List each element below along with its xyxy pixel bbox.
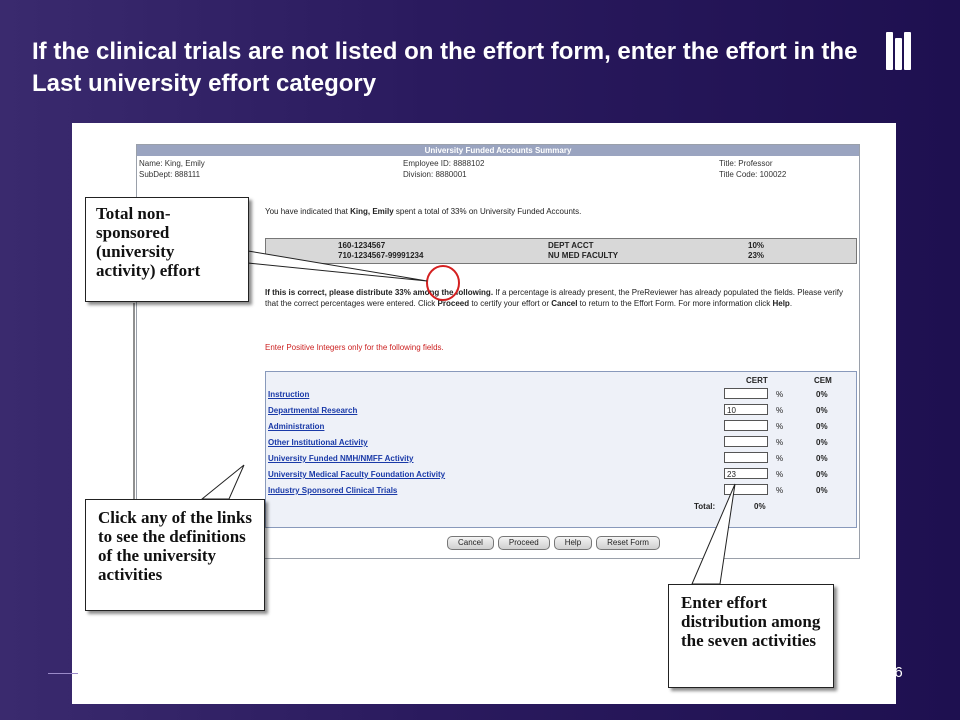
activity-link-departmental-research[interactable]: Departmental Research xyxy=(268,406,358,415)
cem-value: 0% xyxy=(816,486,828,495)
employee-id: Employee ID: 8888102 xyxy=(403,159,485,168)
slide-title: If the clinical trials are not listed on the effort form, enter the effort in the Last university effort category xyxy=(32,38,858,98)
total-value: 0% xyxy=(754,502,766,511)
activity-link-administration[interactable]: Administration xyxy=(268,422,325,431)
pct-sign: % xyxy=(776,438,784,447)
pct-sign: % xyxy=(776,454,784,463)
instructions: If this is correct, please distribute 33% among the following. If a percentage is already present, the PreReviewer has already populated the fields. Please verify that the correct percentages were entered. Click Proceed to certify your effort or Cancel to return to the Effort Form. For more information click Help. xyxy=(265,288,844,308)
page-number: 96 xyxy=(886,664,903,681)
activity-link-other-institutional[interactable]: Other Institutional Activity xyxy=(268,438,368,447)
account-number: 710-1234567-99991234 xyxy=(338,251,424,260)
division: Division: 8880001 xyxy=(403,170,467,179)
job-title: Title: Professor xyxy=(719,159,773,168)
warning-text: Enter Positive Integers only for the following fields. xyxy=(265,343,444,352)
proceed-button[interactable]: Proceed xyxy=(498,536,550,550)
reset-form-button[interactable]: Reset Form xyxy=(596,536,660,550)
summary-message: You have indicated that King, Emily spent a total of 33% on University Funded Accounts. xyxy=(265,207,582,216)
pct-sign: % xyxy=(776,470,784,479)
account-number: 160-1234567 xyxy=(338,241,386,250)
account-name: DEPT ACCT xyxy=(548,241,594,250)
activity-link-clinical-trials[interactable]: Industry Sponsored Clinical Trials xyxy=(268,486,398,495)
col-cem: CEM xyxy=(814,376,832,385)
callout-enter-distribution: Enter effort distribution among the seven activities xyxy=(668,584,834,688)
help-button[interactable]: Help xyxy=(554,536,592,550)
form-header: University Funded Accounts Summary xyxy=(137,145,859,156)
form-screenshot xyxy=(72,123,896,704)
cem-value: 0% xyxy=(816,470,828,479)
callout-activity-links: Click any of the links to see the definitions of the university activities xyxy=(85,499,265,611)
subdept: SubDept: 888111 xyxy=(139,170,201,179)
pct-sign: % xyxy=(776,486,784,495)
cem-value: 0% xyxy=(816,406,828,415)
account-pct: 10% xyxy=(748,241,765,250)
right-callout-pointer xyxy=(692,484,735,584)
activity-link-nmh-nmff[interactable]: University Funded NMH/NMFF Activity xyxy=(268,454,414,463)
footer-line xyxy=(48,673,78,674)
pct-sign: % xyxy=(776,390,784,399)
total-label: Total: xyxy=(694,502,716,511)
employee-name: Name: King, Emily xyxy=(139,159,205,168)
pct-sign: % xyxy=(776,422,784,431)
cem-value: 0% xyxy=(816,390,828,399)
highlight-circle xyxy=(427,266,459,300)
cem-value: 0% xyxy=(816,454,828,463)
title-code: Title Code: 100022 xyxy=(719,170,787,179)
callout-total-effort: Total non-sponsored (university activity) effort xyxy=(85,197,249,302)
top-callout-pointer xyxy=(248,251,427,281)
col-cert: CERT xyxy=(746,376,768,385)
account-name: NU MED FACULTY xyxy=(548,251,619,260)
pct-sign: % xyxy=(776,406,784,415)
account-pct: 23% xyxy=(748,251,765,260)
university-logo-icon xyxy=(886,32,914,72)
faculty-foundation-input[interactable]: 23 xyxy=(724,468,768,479)
cem-value: 0% xyxy=(816,438,828,447)
departmental-research-input[interactable]: 10 xyxy=(724,404,768,415)
activity-link-faculty-foundation[interactable]: University Medical Faculty Foundation Activity xyxy=(268,470,446,479)
cancel-button[interactable]: Cancel xyxy=(447,536,494,550)
cem-value: 0% xyxy=(816,422,828,431)
left-callout-pointer xyxy=(202,465,244,499)
activity-link-instruction[interactable]: Instruction xyxy=(268,390,310,399)
